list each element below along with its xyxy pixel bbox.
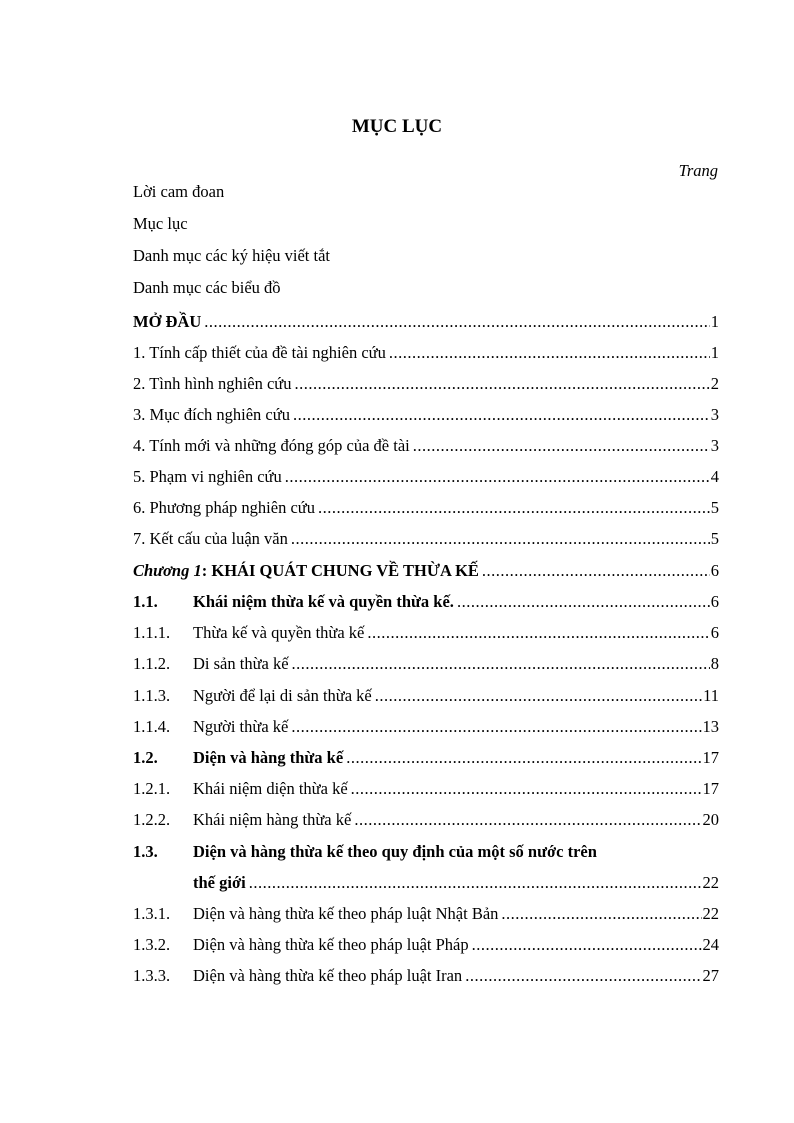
toc-text: Di sản thừa kế: [193, 654, 289, 673]
leader-dots: [292, 374, 710, 394]
front-item: Danh mục các biểu đồ: [133, 278, 281, 297]
toc-text: 5. Phạm vi nghiên cứu: [133, 467, 282, 486]
leader-dots: [288, 717, 701, 737]
toc-text: Người để lại di sản thừa kế: [193, 686, 372, 705]
toc-section[interactable]: [133, 748, 719, 770]
leader-dots: [454, 592, 710, 612]
toc-text: 4. Tính mới và những đóng góp của đề tài: [133, 436, 410, 455]
toc-subsection[interactable]: [133, 904, 719, 926]
toc-text: 6. Phương pháp nghiên cứu: [133, 498, 315, 517]
leader-dots: [479, 561, 710, 581]
section-number: 1.3.2.: [133, 935, 171, 954]
toc-text: thế giới: [193, 873, 246, 892]
toc-chapter[interactable]: [133, 561, 719, 583]
toc-page: 2: [710, 374, 719, 393]
section-number: 1.3.: [133, 842, 158, 861]
toc-page: 1: [710, 343, 719, 362]
leader-dots: [372, 686, 702, 706]
toc-text: 1. Tính cấp thiết của đề tài nghiên cứu: [133, 343, 386, 362]
toc-page: 20: [702, 810, 719, 829]
toc-text: MỞ ĐẦU: [133, 312, 202, 331]
section-number: 1.1.3.: [133, 686, 171, 705]
toc-page: 6: [710, 561, 719, 580]
toc-page: 1: [710, 312, 719, 331]
toc-entry[interactable]: [133, 405, 719, 427]
toc-text: Khái niệm hàng thừa kế: [193, 810, 352, 829]
toc-entry[interactable]: [133, 529, 719, 551]
toc-text: Diện và hàng thừa kế theo pháp luật Pháp: [193, 935, 469, 954]
leader-dots: [364, 623, 709, 643]
toc-page: 11: [703, 686, 719, 705]
toc-text: 7. Kết cấu của luận văn: [133, 529, 288, 548]
section-number: 1.1.: [133, 592, 158, 611]
toc-page: 4: [710, 467, 719, 486]
toc-subsection[interactable]: [133, 654, 719, 676]
toc-page: 17: [702, 748, 719, 767]
leader-dots: [469, 935, 702, 955]
toc-entry[interactable]: [133, 436, 719, 458]
leader-dots: [288, 529, 710, 549]
section-number: 1.3.1.: [133, 904, 171, 923]
section-number: 1.2.1.: [133, 779, 171, 798]
toc-section-continued[interactable]: [193, 873, 719, 895]
toc-text: Khái niệm diện thừa kế: [193, 779, 348, 798]
toc-text: Người thừa kế: [193, 717, 289, 736]
leader-dots: [201, 312, 709, 332]
toc-text: Diện và hàng thừa kế theo pháp luật Nhật Bản: [193, 904, 499, 923]
toc-text: Diện và hàng thừa kế theo pháp luật Iran: [193, 966, 463, 985]
toc-page: 13: [702, 717, 719, 736]
section-number: 1.1.4.: [133, 717, 171, 736]
section-number: 1.2.: [133, 748, 158, 767]
toc-page: 17: [702, 779, 719, 798]
toc-page: 5: [710, 529, 719, 548]
toc-page: 6: [710, 592, 719, 611]
leader-dots: [462, 966, 701, 986]
toc-text: Khái niệm thừa kế và quyền thừa kế.: [193, 592, 454, 611]
toc-text: 2. Tình hình nghiên cứu: [133, 374, 292, 393]
toc-subsection[interactable]: [133, 686, 719, 708]
leader-dots: [410, 436, 710, 456]
toc-page: 22: [702, 904, 719, 923]
toc-subsection[interactable]: [133, 779, 719, 801]
toc-page: 3: [710, 436, 719, 455]
toc-page: 24: [702, 935, 719, 954]
toc-entry[interactable]: [133, 312, 719, 334]
toc-page: 5: [710, 498, 719, 517]
leader-dots: [498, 904, 701, 924]
toc-text: : KHÁI QUÁT CHUNG VỀ THỪA KẾ: [201, 561, 479, 580]
leader-dots: [282, 467, 710, 487]
leader-dots: [351, 810, 701, 830]
leader-dots: [343, 748, 701, 768]
toc-text: 3. Mục đích nghiên cứu: [133, 405, 290, 424]
toc-section[interactable]: [133, 842, 719, 864]
toc-text: Diện và hàng thừa kế: [193, 748, 344, 767]
leader-dots: [386, 343, 710, 363]
front-item: Mục lục: [133, 214, 188, 233]
toc-entry[interactable]: [133, 374, 719, 396]
toc-page: 8: [710, 654, 719, 673]
toc-subsection[interactable]: [133, 717, 719, 739]
leader-dots: [246, 873, 702, 893]
front-item: Danh mục các ký hiệu viết tắt: [133, 246, 331, 265]
toc-entry[interactable]: [133, 498, 719, 520]
section-number: 1.2.2.: [133, 810, 171, 829]
toc-subsection[interactable]: [133, 935, 719, 957]
chapter-label: Chương 1: [133, 561, 202, 580]
section-number: 1.3.3.: [133, 966, 171, 985]
page-title: MỤC LỤC: [351, 116, 443, 137]
toc-page: 22: [702, 873, 719, 892]
page-column-label: Trang: [678, 161, 718, 180]
toc-entry[interactable]: [133, 467, 719, 489]
toc-entry[interactable]: [133, 343, 719, 365]
toc-subsection[interactable]: [133, 810, 719, 832]
front-item: Lời cam đoan: [133, 182, 225, 201]
section-number: 1.1.1.: [133, 623, 171, 642]
toc-text: Thừa kế và quyền thừa kế: [193, 623, 365, 642]
leader-dots: [348, 779, 702, 799]
leader-dots: [315, 498, 710, 518]
toc-subsection[interactable]: [133, 623, 719, 645]
toc-section[interactable]: [133, 592, 719, 614]
leader-dots: [289, 654, 710, 674]
toc-subsection[interactable]: [133, 966, 719, 988]
toc-page: 27: [702, 966, 719, 985]
section-number: 1.1.2.: [133, 654, 171, 673]
toc-page: 3: [710, 405, 719, 424]
toc-page: 6: [710, 623, 719, 642]
toc-text: Diện và hàng thừa kế theo quy định của một số nước trên: [193, 842, 597, 861]
leader-dots: [290, 405, 710, 425]
